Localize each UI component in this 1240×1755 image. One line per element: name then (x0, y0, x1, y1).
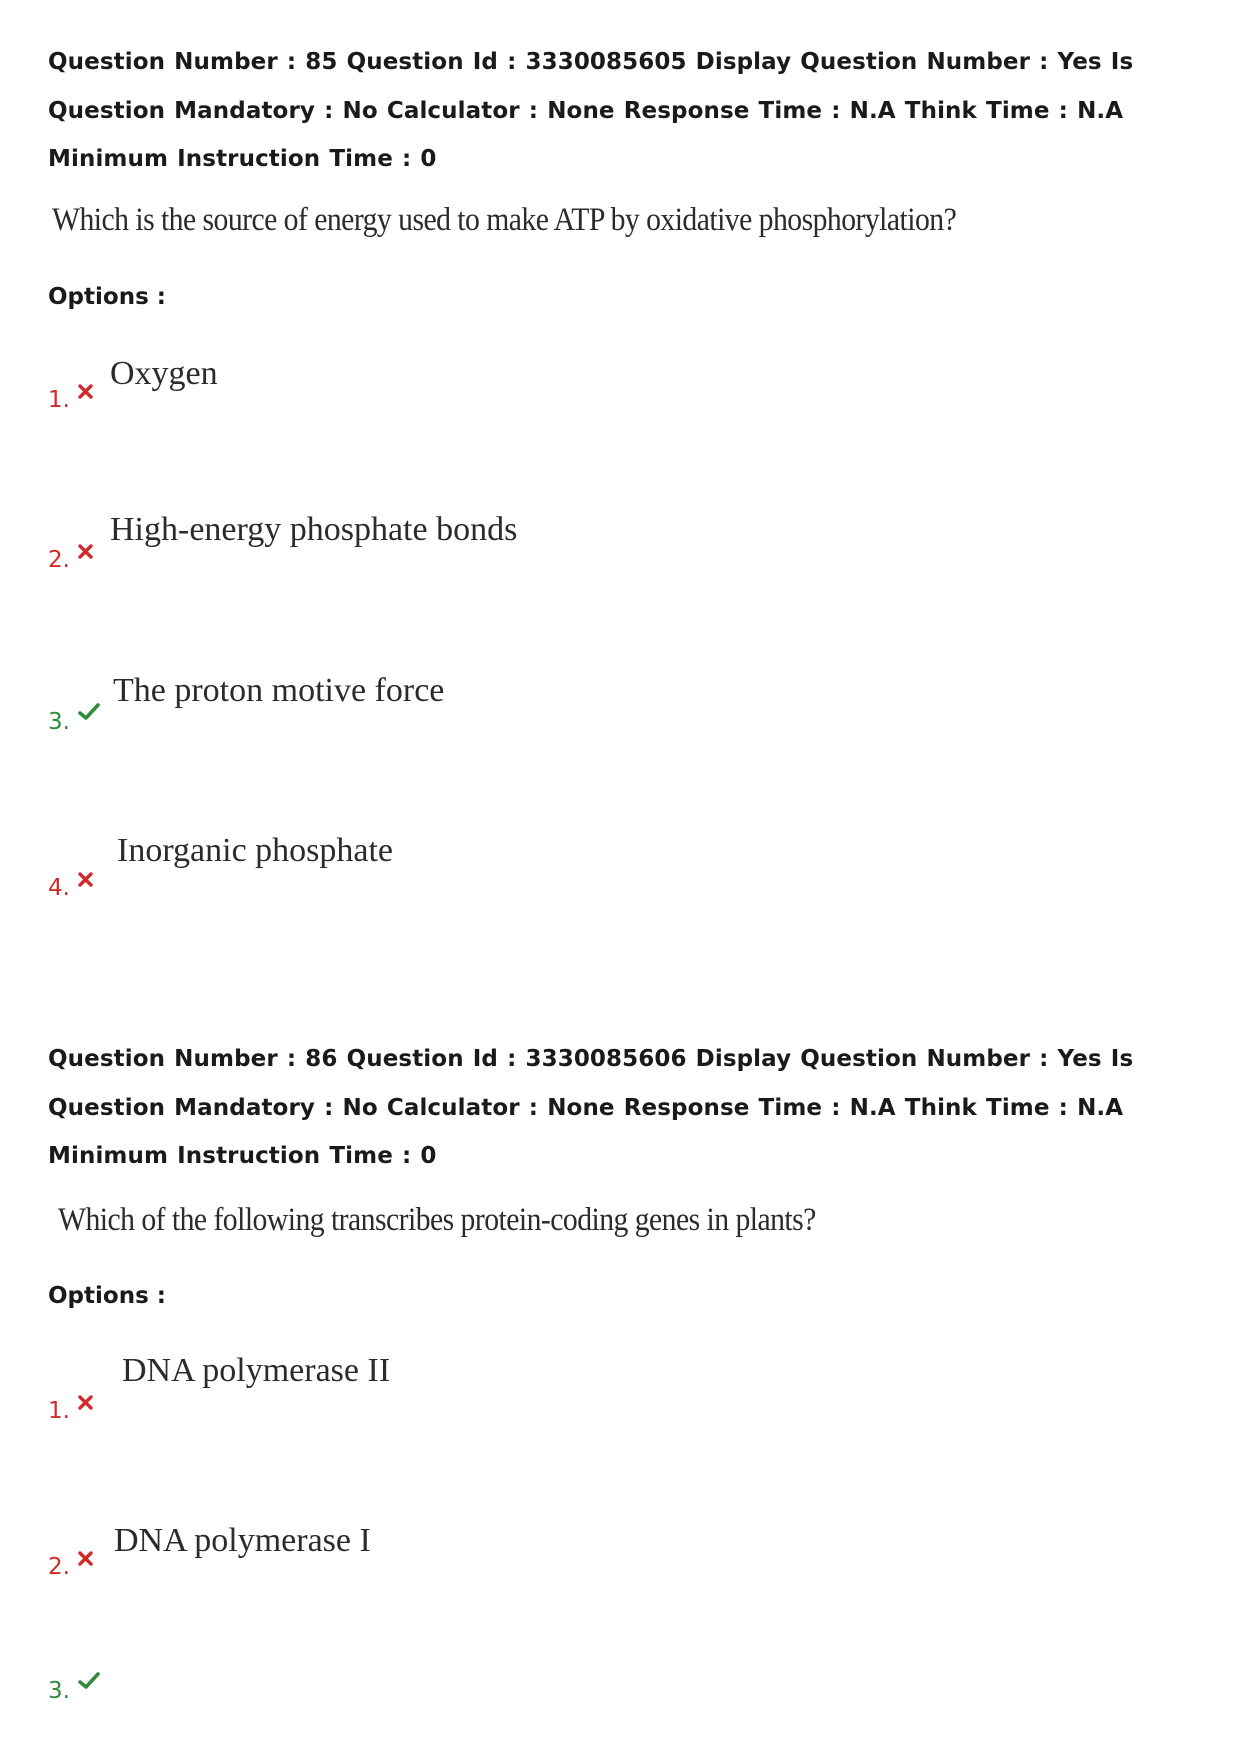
option-text: High-energy phosphate bonds (110, 511, 518, 548)
option-number (48, 1398, 93, 1424)
question-meta: Question Number : 86 Question Id : 3330085606 Display Question Number : Yes Is Question Mandatory : No Calculator : None Response Time : N.A Think Time : N.A Minimum Instruction Time : 0 (48, 1046, 1134, 1169)
option-number (48, 387, 93, 413)
question-text: Which of the following transcribes protein-coding genes in plants? (58, 1202, 816, 1238)
option-number-label: 1. (48, 1398, 70, 1424)
option-number (48, 875, 93, 901)
option-text: The proton motive force (113, 672, 445, 709)
option-text: Inorganic phosphate (117, 832, 394, 869)
option-number (48, 547, 93, 573)
option-text: DNA polymerase I (114, 1522, 371, 1559)
cross-icon (78, 1395, 93, 1410)
question-meta: Question Number : 85 Question Id : 3330085605 Display Question Number : Yes Is Question Mandatory : No Calculator : None Response Time : N.A Think Time : N.A Minimum Instruction Time : 0 (48, 49, 1134, 172)
option-number-label: 2. (48, 547, 70, 573)
cross-icon (78, 384, 93, 399)
option-number (48, 1678, 100, 1704)
options-label: Options : (48, 284, 166, 310)
option-text: DNA polymerase II (122, 1352, 391, 1389)
option-number-label: 1. (48, 387, 70, 413)
option-number-label: 3. (48, 1678, 70, 1704)
option-number (48, 1554, 93, 1580)
cross-icon (78, 872, 93, 887)
cross-icon (78, 1551, 93, 1566)
cross-icon (78, 544, 93, 559)
options-label: Options : (48, 1283, 166, 1309)
question-text: Which is the source of energy used to make ATP by oxidative phosphorylation? (52, 202, 957, 238)
option-number-label: 4. (48, 875, 70, 901)
option-number-label: 2. (48, 1554, 70, 1580)
check-icon (78, 1672, 100, 1690)
option-text: Oxygen (110, 355, 218, 392)
check-icon (78, 703, 100, 721)
option-number (48, 709, 100, 735)
option-number-label: 3. (48, 709, 70, 735)
